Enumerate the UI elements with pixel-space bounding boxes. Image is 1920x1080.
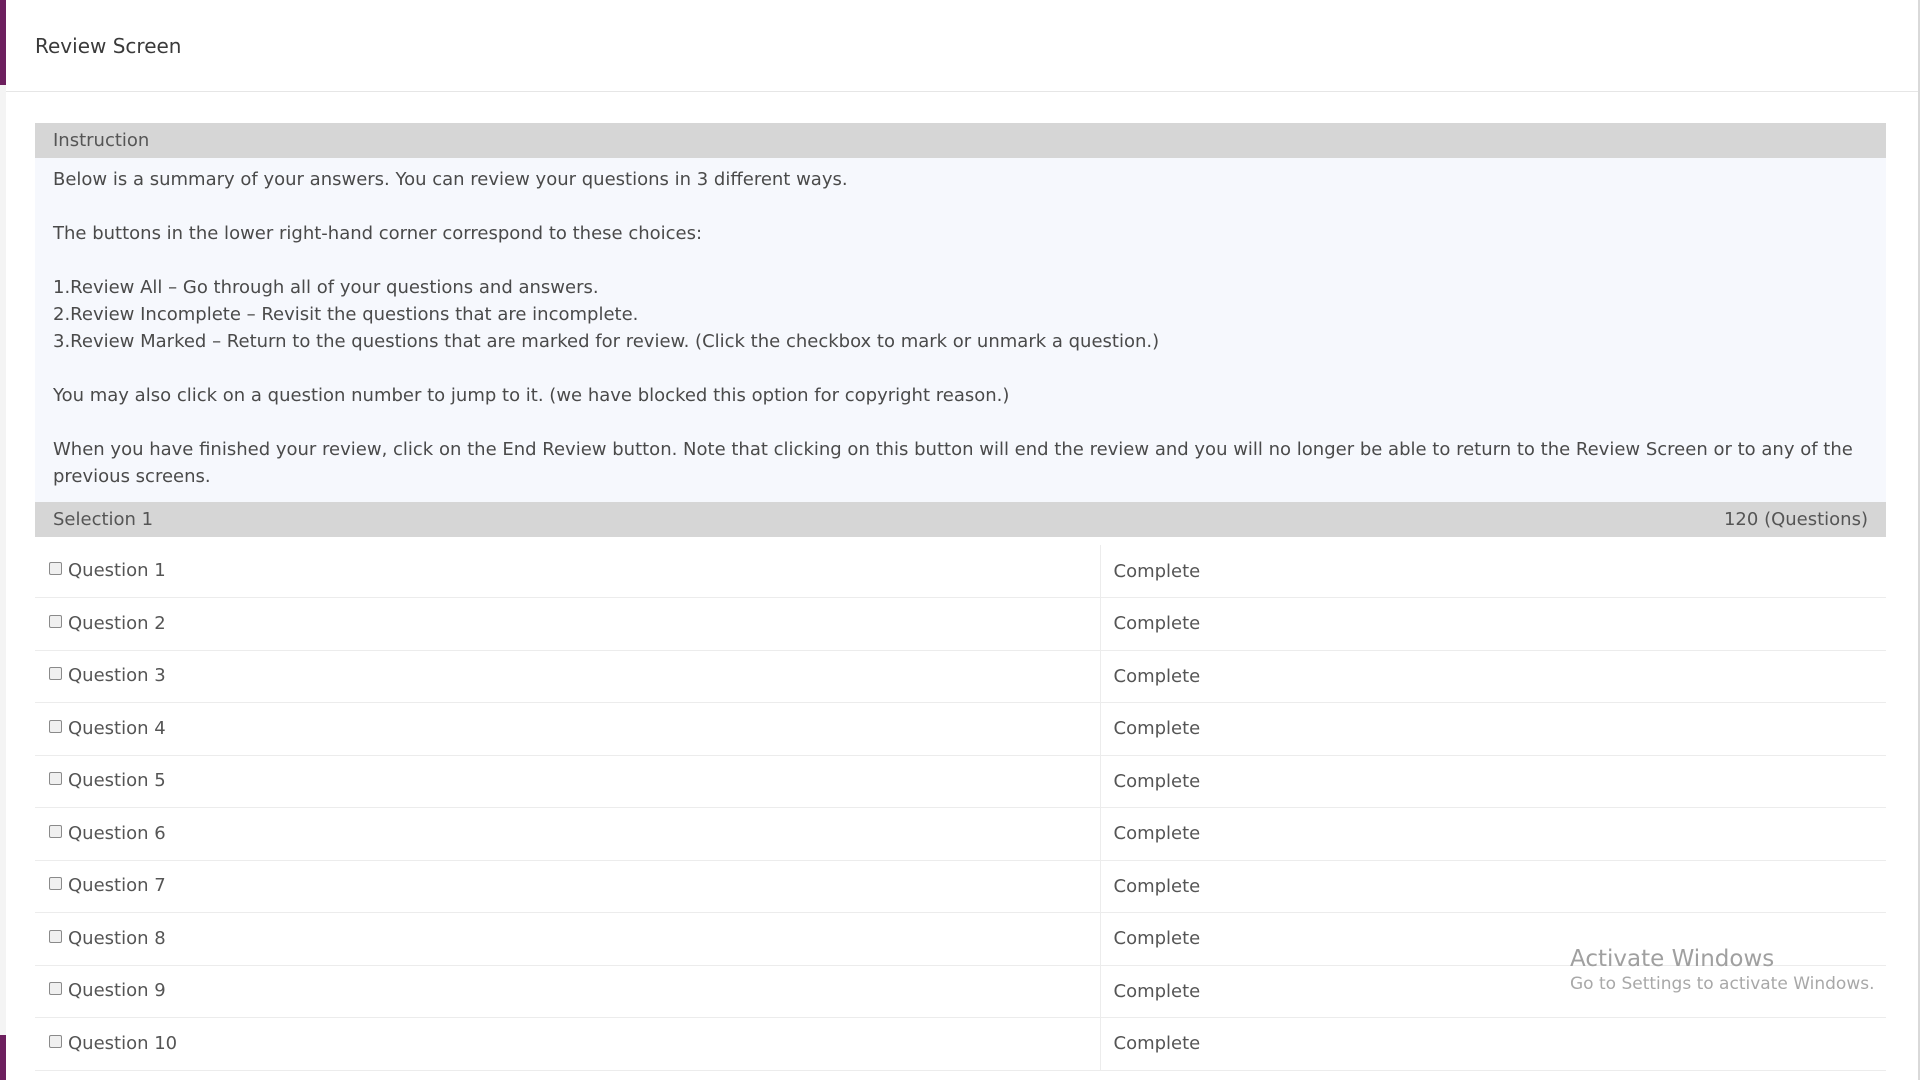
modal-title: Review Screen xyxy=(35,33,182,58)
mark-checkbox[interactable] xyxy=(49,562,62,575)
question-status: Complete xyxy=(1113,613,1201,635)
mark-checkbox[interactable] xyxy=(49,772,62,785)
watermark-subtitle: Go to Settings to activate Windows. xyxy=(1570,974,1875,994)
selection-name: Selection 1 xyxy=(53,509,154,530)
question-status: Complete xyxy=(1113,875,1201,897)
table-row xyxy=(35,545,1886,598)
table-row xyxy=(35,650,1886,703)
table-row xyxy=(35,703,1886,756)
mark-checkbox[interactable] xyxy=(49,825,62,838)
question-link[interactable]: Question 3 xyxy=(49,665,166,686)
mark-checkbox[interactable] xyxy=(49,720,62,733)
table-row xyxy=(35,808,1886,861)
question-status: Complete xyxy=(1113,718,1201,740)
instruction-line: 3.Review Marked – Return to the questions that are marked for review. (Click the checkbox to mark or unmark a question.) xyxy=(53,331,1160,352)
instruction-header xyxy=(35,123,1886,158)
mark-checkbox[interactable] xyxy=(49,930,62,943)
question-status: Complete xyxy=(1113,560,1201,582)
watermark-title: Activate Windows xyxy=(1570,946,1775,972)
mark-checkbox[interactable] xyxy=(49,982,62,995)
question-count: 120 (Questions) xyxy=(1723,509,1868,530)
table-row xyxy=(35,755,1886,808)
selection-header xyxy=(35,502,1886,537)
question-link[interactable]: Question 8 xyxy=(49,928,166,949)
activate-windows-watermark xyxy=(1570,946,1875,994)
table-row xyxy=(35,598,1886,651)
table-row xyxy=(35,860,1886,913)
table-row xyxy=(35,1018,1886,1071)
mark-checkbox[interactable] xyxy=(49,615,62,628)
question-link[interactable]: Question 4 xyxy=(49,718,166,739)
question-link[interactable]: Question 6 xyxy=(49,823,166,844)
question-status: Complete xyxy=(1113,980,1201,1002)
question-status: Complete xyxy=(1113,665,1201,687)
mark-checkbox[interactable] xyxy=(49,667,62,680)
instruction-line: When you have finished your review, click on the End Review button. Note that clicking on this button will end the review and you will no longer be able to return to the Review Screen or to any of the previous screens. xyxy=(53,439,1853,487)
question-status: Complete xyxy=(1113,1033,1201,1055)
question-link[interactable]: Question 9 xyxy=(49,980,166,1001)
question-link[interactable]: Question 2 xyxy=(49,613,166,634)
question-link[interactable]: Question 7 xyxy=(49,875,166,896)
mark-checkbox[interactable] xyxy=(49,877,62,890)
instruction-line: 2.Review Incomplete – Revisit the questions that are incomplete. xyxy=(53,304,639,325)
question-status: Complete xyxy=(1113,928,1201,950)
instruction-heading: Instruction xyxy=(53,130,150,151)
instruction-line: 1.Review All – Go through all of your questions and answers. xyxy=(53,277,599,298)
question-status: Complete xyxy=(1113,823,1201,845)
question-link[interactable]: Question 10 xyxy=(49,1033,177,1054)
instruction-line: You may also click on a question number to jump to it. (we have blocked this option for copyright reason.) xyxy=(53,385,1010,406)
mark-checkbox[interactable] xyxy=(49,1035,62,1048)
question-link[interactable]: Question 1 xyxy=(49,560,166,581)
modal-header xyxy=(6,0,1918,92)
instruction-body xyxy=(35,158,1886,502)
review-content xyxy=(35,123,1886,1071)
instruction-line: Below is a summary of your answers. You can review your questions in 3 different ways. xyxy=(53,169,848,190)
instruction-line: The buttons in the lower right-hand corner correspond to these choices: xyxy=(53,223,703,244)
review-screen-modal xyxy=(6,0,1918,1080)
question-link[interactable]: Question 5 xyxy=(49,770,166,791)
question-status: Complete xyxy=(1113,770,1201,792)
